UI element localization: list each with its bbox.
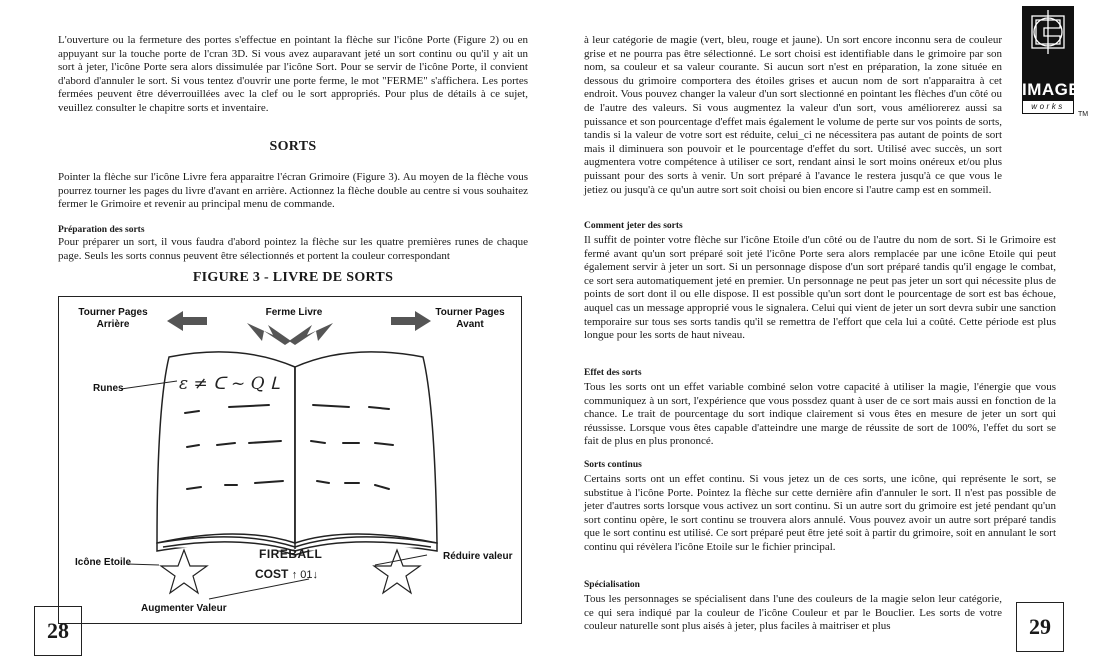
cost-value: ↑ 01↓ — [291, 569, 318, 581]
logo-word: IMAGE — [1022, 80, 1081, 99]
spell-name: FIREBALL — [259, 547, 323, 561]
label-tourner-avant: Tourner Pages Avant — [435, 307, 505, 330]
label-tourner-arriere: Tourner Pages Arrière — [78, 307, 148, 330]
spell-cost — [255, 567, 318, 581]
casting-paragraph: Il suffit de pointer votre flèche sur l'icône Etoile d'un côté ou de l'autre du nom de sort. Si le Grimoire est fermé avant qu'un sort préparé soit jeté l'icône Porte sera alors remplacée par une icône Etoile qui peut également servir à jeter un sort. Si un personnage dispose d'un sort préparé tandis qu'il engage le combat, ce sort sera automatiquement jeté en premier. Un personnage ne peut pas jeter un sort qui nécessite plus de points de sort dont il ou elle dispose. Il est possible qu'un sort dont le pourcentage de sort est bas échoue, auquel cas un message approprié vous le signalera. Celui qui vient de jeter un sort devra subir une sanction temporaire sur tous ses sorts tandis qu'il se remettra de l'effort que cela lui a coûté. Cette période est plus longue pour les sorts de haut niveau. — [584, 234, 1056, 342]
label-runes: Runes — [93, 383, 124, 394]
logo-subtitle: works — [1022, 100, 1074, 114]
color-paragraph: à leur catégorie de magie (vert, bleu, rouge et jaune). Un sort encore inconnu sera de couleur grise et ne pourra pas être sélectionné. Le sort choisi est identifiable dans le grimoire par son nom, sa couleur et sa valeur courante. Si aucun sort n'est en préparation, la zone située en dessous du grimoire comportera des étoiles grises et aucun nom de sort n'apparaitra à cet endroit. Vous pouvez changer la valeur d'un sort slectionné en pointant les flèches d'un côté ou de l'autre des valeurs. Si vous augmentez la valeur d'un sort, vous améliorerez aussi sa puissance et son pourcentage d'effet mais également le volume de perte sur vos points de sorts, tandis si la valeur de votre sort est réduite, celui_ci ne nécessitera pas autant de points de sort mais il diminuera son pouvoir et le pourcentage d'effet du sort. Utilisé avec succès, un sort augmentera votre compétence à utiliser ce sort, rendant ainsi le sort moins onéreux et/ou plus puissant pour des sorts à venir. Un sort préparé à l'avance le restera jusqu'à ce que vous le jetiez ou jusqu'à ce qu'un autre sort soit choisi ou bien encore si l'autre camp est en sommeil. — [584, 34, 1002, 196]
cost-label: COST — [255, 567, 289, 581]
specialisation-paragraph: Tous les personnages se spécialisent dans l'une des couleurs de la magie selon leur catégorie, ce qui sera indiqué par la couleur de l'icône Couleur et par le Bouclier. Les sorts de votre couleur naturelle sont plus aisés à jeter, plus faciles à maitriser et plus — [584, 593, 1002, 633]
preparation-paragraph: Pour préparer un sort, il vous faudra d'abord pointez la flèche sur les quatre premières runes de chaque page. Seuls les sorts connus peuvent être sélectionnés et portent la couleur correspondant — [58, 236, 528, 262]
subhead-jeter: Comment jeter des sorts — [584, 221, 683, 231]
label-icone-etoile: Icône Etoile — [75, 557, 132, 568]
door-paragraph: L'ouverture ou la fermeture des portes s'effectue en pointant la flèche sur l'icône Porte (Figure 2) ou en appuyant sur la touche porte de l'cran 3D. Si vous avez auparavant jeté un sort continu ou qu'il y ait un sort à jeter, l'icône Porte sera alors dissimulée par l'icône Sort. Pour se servir de l'icône Porte, il convient d'abord d'annuler le sort. Si vous tentez d'ouvrir une porte ferme, le mot "FERME" s'affichera. Les portes fermées peuvent être déverrouillées avec la clef ou le sort appropriés. Pour plus de détails à ce sujet, veuillez consulter le chapitre sorts et inventaire. — [58, 34, 528, 114]
label-reduire-valeur: Réduire valeur — [443, 551, 513, 562]
logo-emblem-icon — [1022, 6, 1074, 76]
subhead-effet: Effet des sorts — [584, 368, 642, 378]
page-back-arrow-icon — [167, 311, 207, 331]
subhead-continus: Sorts continus — [584, 460, 642, 470]
spellbook-figure — [58, 296, 522, 624]
page-number-right: 29 — [1016, 602, 1064, 652]
grimoire-paragraph: Pointer la flèche sur l'icône Livre fera apparaitre l'écran Grimoire (Figure 3). Au moyen de la flèche vous pourrez tourner les pages du livre d'avant en arrière. Actionnez la flèche double au centre si vous souhaitez fermer le Grimoire et revenir au principal menu de commande. — [58, 171, 528, 211]
section-heading-sorts: SORTS — [269, 139, 317, 154]
label-augmenter-valeur: Augmenter Valeur — [141, 603, 227, 614]
page-number-left: 28 — [34, 606, 82, 656]
close-book-arrows-icon — [247, 323, 333, 345]
subhead-preparation: Préparation des sorts — [58, 225, 145, 235]
right-page — [550, 0, 1100, 660]
effect-paragraph: Tous les sorts ont un effet variable combiné selon votre capacité à utiliser la magie, l'énergie que vous communiquez à un sort, l'expérience que vous possdez quant à user de ce sort mais aussi en fonction de la chance. Le trait de pourcentage du sort indique clairement si vous êtes en mesure de jeter un sort qui réussisse. Lorsque vous êtes capable d'atteindre une marge de réussite de sort de 100%, l'effet du sort se fait de plus en plus prononcé. — [584, 381, 1056, 448]
image-works-logo — [1022, 6, 1081, 114]
label-ferme-livre: Ferme Livre — [265, 307, 323, 318]
star-icon-right — [374, 550, 420, 593]
trademark: TM — [1078, 111, 1089, 118]
figure-title: FIGURE 3 - LIVRE DE SORTS — [192, 270, 394, 285]
subhead-specialisation: Spécialisation — [584, 580, 640, 590]
continuous-paragraph: Certains sorts ont un effet continu. Si vous jetez un de ces sorts, une icône, qui représente le sort, se substitue à l'icône Porte. Pointez la flèche sur cette dernière afin d'annuler le sort. Il n'est pas possible de jeter d'autres sorts lorsque vous activez un sort continu. Si un autre sort du grimoire est jeté pendant qu'un sort continu opère, le sort continu se trouvera alors annulé. Vous pouvez avoir un autre sort préparé tandis que le sort continu est utilisé. Ce sort préparé peut être jeté soit à partir du grimoire, soit en annulant le sort continu qui révèlera l'icône Etoile sur le fichier principal. — [584, 473, 1056, 553]
star-icon-left — [161, 550, 207, 593]
rune-glyphs: ε ≠ ᑕ ~ Q ᒪ — [179, 374, 280, 394]
